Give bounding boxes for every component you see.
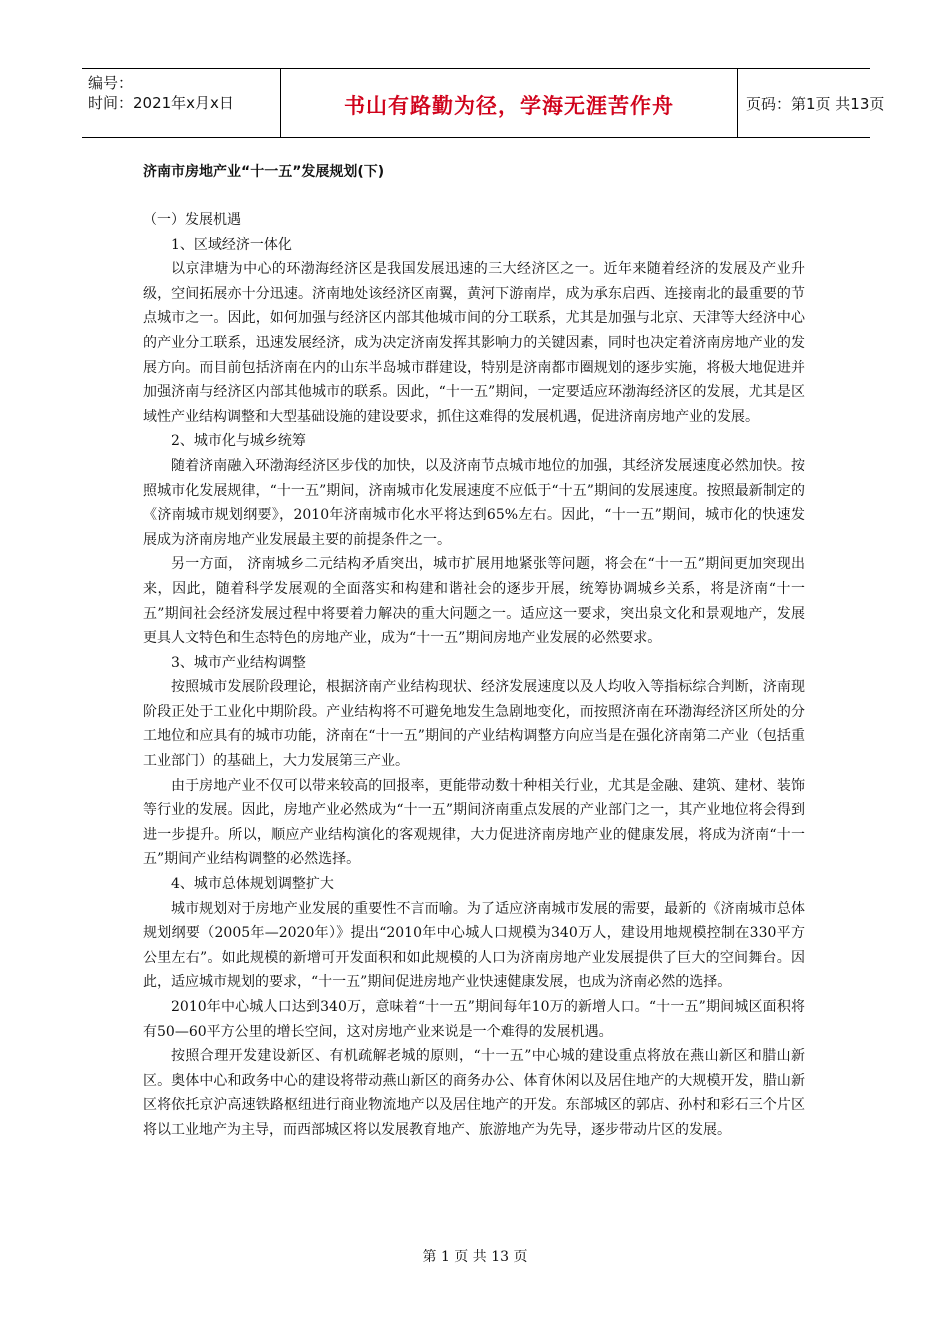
- paragraph: 随着济南融入环渤海经济区步伐的加快，以及济南节点城市地位的加强，其经济发展速度必然加快。按照城市化发展规律，“十一五”期间，济南城市化发展速度不应低于“十五”期间的发展速度。按照最新制定的《济南城市规划纲要》，2010年济南城市化水平将达到65%左右。因此，“十一五”期间，城市化的快速发展成为济南房地产业发展最主要的前提条件之一。: [143, 457, 805, 548]
- paragraph: 2010年中心城人口达到340万，意味着“十一五”期间每年10万的新增人口。“十一五”期间城区面积将有50—60平方公里的增长空间，这对房地产业来说是一个难得的发展机遇。: [143, 999, 805, 1040]
- paragraph: 以京津塘为中心的环渤海经济区是我国发展迅速的三大经济区之一。近年来随着经济的发展及产业升级，空间拓展亦十分迅速。济南地处该经济区南翼，黄河下游南岸，成为承东启西、连接南北的最重要的节点城市之一。因此，如何加强与经济区内部其他城市间的分工联系，尤其是加强与北京、天津等大经济中心的产业分工联系，迅速发展经济，成为决定济南发挥其影响力的关键因素，同时也决定着济南房地产业的发展方向。而目前包括济南在内的山东半岛城市群建设，特别是济南都市圈规划的逐步实施，将极大地促进并加强济南与经济区内部其他城市的联系。因此，“十一五”期间，一定要适应环渤海经济区的发展，尤其是区域性产业结构调整和大型基础设施的建设要求，抓住这难得的发展机遇，促进济南房地产业的发展。: [143, 261, 805, 425]
- page-footer: 第 1 页 共 13 页: [422, 1249, 528, 1265]
- subsection-heading: 4、城市总体规划调整扩大: [171, 876, 334, 893]
- section-heading: （一）发展机遇: [143, 212, 241, 228]
- subsection-heading: 3、城市产业结构调整: [171, 654, 306, 671]
- document-title: 济南市房地产业“十一五”发展规划(下): [143, 164, 385, 180]
- document-number-label: 编号：: [88, 74, 134, 92]
- paragraph: 由于房地产业不仅可以带来较高的回报率，更能带动数十种相关行业，尤其是金融、建筑、建材、装饰等行业的发展。因此，房地产业必然成为“十一五”期间济南重点发展的产业部门之一，其产业地位将会得到进一步提升。所以，顺应产业结构演化的客观规律，大力促进济南房地产业的健康发展，将成为济南“十一五”期间产业结构调整的必然选择。: [143, 777, 805, 868]
- paragraph: 另一方面， 济南城乡二元结构矛盾突出，城市扩展用地紧张等问题，将会在“十一五”期间更加突现出来，因此，随着科学发展观的全面落实和构建和谐社会的逐步开展，统筹协调城乡关系，将是济南“十一五”期间社会经济发展过程中将要着力解决的重大问题之一。适应这一要求，突出泉文化和景观地产，发展更具人文特色和生态特色的房地产业，成为“十一五”期间房地产业发展的必然要求。: [143, 556, 805, 647]
- header-left-cell: [82, 69, 280, 137]
- subsection-heading: 2、城市化与城乡统筹: [171, 433, 306, 450]
- header-table: [82, 68, 885, 138]
- header-motto-cell: [280, 69, 738, 137]
- document-date-label: 时间：2021年x月x日: [88, 94, 234, 112]
- paragraph: 按照合理开发建设新区、有机疏解老城的原则，“十一五”中心城的建设重点将放在燕山新区和腊山新区。奥体中心和政务中心的建设将带动燕山新区的商务办公、体育休闲以及居住地产的大规模开发，腊山新区将依托京沪高速铁路枢纽进行商业物流地产以及居住地产的开发。东部城区的郭店、孙村和彩石三个片区将以工业地产为主导，而西部城区将以发展教育地产、旅游地产为先导，逐步带动片区的发展。: [143, 1048, 805, 1138]
- header-page-code: 页码：第1页 共13页: [746, 95, 885, 113]
- document-body: [143, 208, 805, 1143]
- subsection-heading: 1、区域经济一体化: [171, 236, 292, 253]
- paragraph: 按照城市发展阶段理论，根据济南产业结构现状、经济发展速度以及人均收入等指标综合判断，济南现阶段正处于工业化中期阶段。产业结构将不可避免地发生急剧地变化，而按照济南在环渤海经济区所处的分工地位和应具有的城市功能，济南在“十一五”期间的产业结构调整方向应当是在强化济南第二产业（包括重工业部门）的基础上，大力发展第三产业。: [143, 679, 805, 770]
- header-page-cell: [738, 69, 885, 137]
- header-motto: 书山有路勤为径，学海无涯苦作舟: [344, 94, 674, 118]
- paragraph: 城市规划对于房地产业发展的重要性不言而喻。为了适应济南城市发展的需要，最新的《济南城市总体规划纲要（2005年—2020年）》提出“2010年中心城人口规模为340万人，建设用地规模控制在330平方公里左右”。如此规模的新增可开发面积和如此规模的人口为济南房地产业发展提供了巨大的空间舞台。因此，适应城市规划的要求，“十一五”期间促进房地产业快速健康发展，也成为济南必然的选择。: [143, 900, 805, 991]
